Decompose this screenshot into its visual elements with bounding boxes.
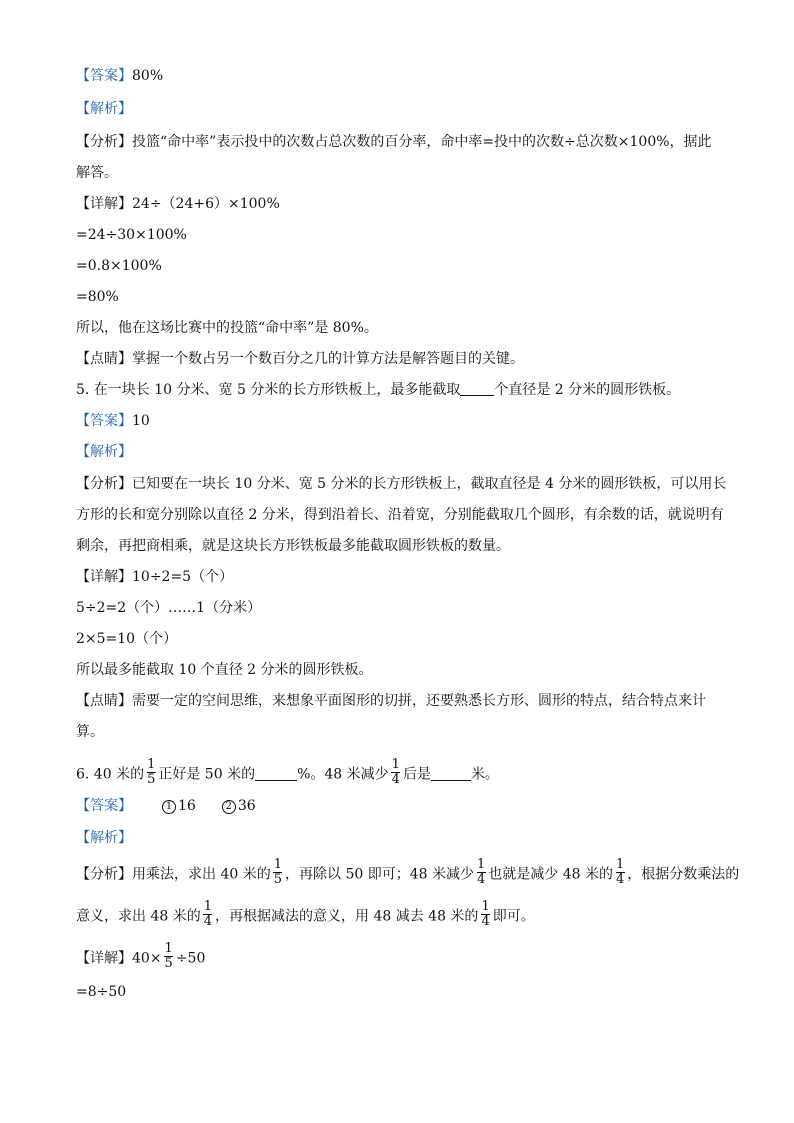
comment-label: 【点睛】 — [76, 351, 132, 367]
q5-answer-blank — [460, 381, 494, 396]
q6-detail-line-1 — [76, 941, 726, 971]
q6-blank-2 — [431, 766, 471, 781]
q6-answer-line — [76, 796, 726, 816]
answer-label: 【答案】 — [76, 798, 132, 814]
q6-fenxi-line-1 — [76, 857, 740, 887]
analysis-label: 【解析】 — [76, 830, 132, 846]
comment-label: 【点睛】 — [76, 693, 132, 709]
q6-detail-line-2 — [76, 982, 726, 1002]
fraction-denominator: 4 — [203, 914, 212, 929]
q6-analysis-heading — [76, 828, 726, 848]
q4-conclusion-text: 所以，他在这场比赛中的投篮“命中率”是 80%。 — [76, 320, 378, 336]
q5-comment-text-2: 算。 — [76, 724, 104, 740]
q6-question-part-3: %。48 米减少 — [297, 766, 389, 783]
answer-number-circle-1: 1 — [162, 800, 176, 814]
q6-detail-text-2: =8÷50 — [76, 984, 127, 1000]
fraction-denominator: 4 — [481, 914, 490, 929]
q6-question-part-5: 米。 — [470, 766, 499, 783]
q6-fenxi-text-b: ，再除以 50 即可；48 米减少 — [285, 866, 474, 883]
q4-fenxi-line-2 — [76, 163, 726, 183]
fraction-numerator: 1 — [615, 857, 625, 872]
fraction-numerator: 1 — [273, 857, 282, 872]
fenxi-label: 【分析】 — [76, 134, 132, 150]
q5-comment-line-1 — [76, 691, 726, 711]
fraction-denominator: 4 — [615, 872, 625, 887]
q6-answer-2: 36 — [237, 798, 256, 814]
q4-detail-text-3: =0.8×100% — [76, 258, 162, 274]
q6-question-part-4: 后是 — [402, 766, 431, 783]
q6-question-part-1: 6. 40 米的 — [76, 766, 145, 783]
q6-fenxi-text-d: ，根据分数乘法的 — [627, 866, 740, 883]
q6-fenxi2-text-a: 意义，求出 48 米的 — [76, 908, 201, 925]
detail-label: 【详解】 — [76, 950, 132, 967]
q5-detail-text-3: 2×5=10（个） — [76, 631, 178, 647]
q5-detail-line-3 — [76, 629, 726, 649]
q5-question-before: 5. 在一块长 10 分米、宽 5 分米的长方形铁板上，最多能截取 — [76, 382, 461, 398]
q4-fenxi-line-1 — [76, 132, 726, 152]
q5-answer-line — [76, 411, 726, 431]
fraction-denominator: 5 — [147, 772, 156, 787]
detail-label: 【详解】 — [76, 569, 132, 585]
q4-detail-line-1 — [76, 194, 726, 214]
answer-label: 【答案】 — [76, 68, 132, 84]
q5-conclusion-text: 所以最多能截取 10 个直径 2 分米的圆形铁板。 — [76, 662, 373, 678]
q6-fenxi-line-2 — [76, 899, 726, 929]
q5-detail-text-2: 5÷2=2（个）……1（分米） — [76, 600, 262, 616]
q4-detail-text-2: =24÷30×100% — [76, 227, 187, 243]
q4-detail-line-2 — [76, 225, 726, 245]
q5-detail-line-2 — [76, 598, 726, 618]
fraction-denominator: 4 — [391, 772, 400, 787]
q4-answer-value: 80% — [132, 68, 164, 84]
fenxi-label: 【分析】 — [76, 866, 132, 883]
fraction-numerator: 1 — [164, 941, 173, 956]
q6-answer-1: 16 — [178, 798, 196, 814]
q5-fenxi-text-3: 剩余，再把商相乘，就是这块长方形铁板最多能截取圆形铁板的数量。 — [76, 538, 510, 554]
fraction-one-fifth — [146, 758, 156, 787]
q5-conclusion — [76, 660, 726, 680]
fraction-one-fourth — [391, 758, 401, 787]
q6-fenxi-text-a: 用乘法，求出 40 米的 — [132, 866, 271, 883]
fraction-one-fifth — [273, 858, 283, 887]
q5-detail-line-1 — [76, 567, 726, 587]
fraction-denominator: 5 — [273, 872, 282, 887]
q4-detail-text-4: =80% — [76, 289, 119, 305]
q4-comment-text: 掌握一个数占另一个数百分之几的计算方法是解答题目的关键。 — [132, 351, 524, 367]
q4-detail-line-3 — [76, 256, 726, 276]
fraction-numerator: 1 — [203, 899, 212, 914]
q5-detail-text-1: 10÷2=5（个） — [132, 569, 234, 585]
q6-fenxi2-text-c: 即可。 — [492, 908, 535, 925]
q6-fenxi-text-c: 也就是减少 48 米的 — [488, 866, 613, 883]
q5-fenxi-line-1 — [76, 474, 726, 494]
fraction-one-fifth — [164, 942, 174, 971]
q5-analysis-heading — [76, 442, 726, 462]
q4-conclusion — [76, 318, 726, 338]
q5-fenxi-line-2 — [76, 505, 726, 525]
q6-detail-text-a: 40× — [132, 950, 162, 967]
q5-answer-value: 10 — [132, 413, 150, 429]
fraction-one-fourth — [476, 858, 486, 887]
q6-detail-text-b: ÷50 — [175, 950, 206, 967]
q4-answer-line — [76, 66, 726, 86]
q4-comment-line — [76, 349, 726, 369]
answer-label: 【答案】 — [76, 413, 132, 429]
analysis-label: 【解析】 — [76, 444, 132, 460]
q6-fenxi2-text-b: ，再根据减法的意义，用 48 减去 48 米的 — [215, 908, 479, 925]
q6-question-part-2: 正好是 50 米的 — [158, 766, 256, 783]
q5-fenxi-text-1: 已知要在一块长 10 分米、宽 5 分米的长方形铁板上，截取直径是 4 分米的圆形铁板，可以用长 — [132, 476, 727, 492]
fraction-one-fourth — [203, 900, 213, 929]
detail-label: 【详解】 — [76, 196, 132, 212]
q5-fenxi-line-3 — [76, 536, 726, 556]
q4-analysis-heading — [76, 99, 726, 119]
q5-question — [76, 380, 726, 400]
q4-detail-line-4 — [76, 287, 726, 307]
fraction-numerator: 1 — [147, 757, 156, 772]
q4-fenxi-text-1: 投篮“命中率”表示投中的次数占总次数的百分率，命中率=投中的次数÷总次数×100%，据此 — [132, 134, 712, 150]
fraction-denominator: 4 — [476, 872, 486, 887]
q4-fenxi-text-2: 解答。 — [76, 165, 118, 181]
q5-question-after: 个直径是 2 分米的圆形铁板。 — [494, 382, 681, 398]
fraction-one-fourth — [480, 900, 490, 929]
q6-blank-1 — [255, 766, 297, 781]
q6-question — [76, 757, 726, 787]
q5-fenxi-text-2: 方形的长和宽分别除以直径 2 分米，得到沿着长、沿着宽，分别能截取几个圆形，有余数的话，就说明有 — [76, 507, 724, 523]
q4-detail-text-1: 24÷（24+6）×100% — [132, 196, 280, 212]
fenxi-label: 【分析】 — [76, 476, 132, 492]
q5-comment-text-1: 需要一定的空间思维，来想象平面图形的切拼，还要熟悉长方形、圆形的特点，结合特点来计 — [132, 693, 706, 709]
fraction-numerator: 1 — [476, 857, 486, 872]
analysis-label: 【解析】 — [76, 101, 132, 117]
fraction-one-fourth — [615, 858, 625, 887]
fraction-denominator: 5 — [164, 956, 173, 971]
answer-number-circle-2: 2 — [222, 800, 236, 814]
fraction-numerator: 1 — [481, 899, 490, 914]
fraction-numerator: 1 — [391, 757, 400, 772]
q5-comment-line-2 — [76, 722, 726, 742]
